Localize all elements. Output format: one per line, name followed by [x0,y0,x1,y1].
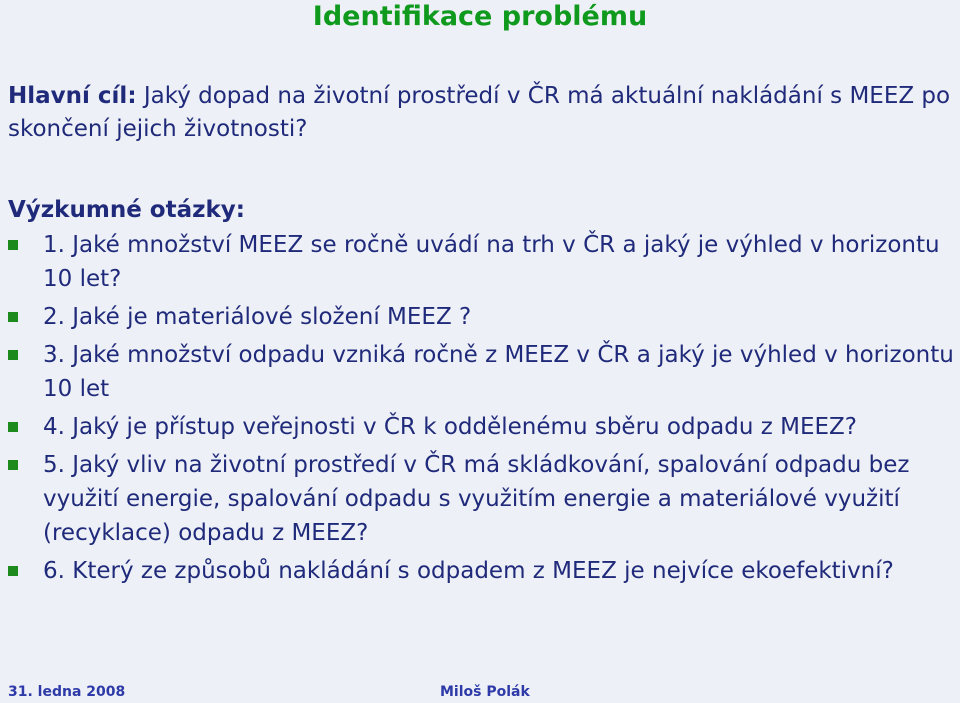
research-question-text: 5. Jaký vliv na životní prostředí v ČR má skládkování, spalování odpadu bez využití energie, spalování odpadu s využitím energie a materiálové využití (recyklace) odpadu z MEEZ? [43,452,910,546]
research-question-text: 2. Jaké je materiálové složení MEEZ ? [43,304,472,330]
research-question-5 [8,448,956,550]
main-goal-label: Hlavní cíl: [8,83,137,109]
square-bullet-icon [8,566,18,576]
research-question-3 [8,338,956,406]
square-bullet-icon [8,460,18,470]
research-questions-list [8,228,956,592]
research-question-text: 1. Jaké množství MEEZ se ročně uvádí na trh v ČR a jaký je výhled v horizontu 10 let? [43,232,940,292]
square-bullet-icon [8,422,18,432]
main-goal-text: Jaký dopad na životní prostředí v ČR má aktuální nakládání s MEEZ po skončení jejich životnosti? [8,83,951,142]
research-question-text: 6. Který ze způsobů nakládání s odpadem z MEEZ je nejvíce ekoefektivní? [43,558,894,584]
research-question-1 [8,228,956,296]
research-question-6 [8,554,956,588]
footer-author: Miloš Polák [440,684,530,700]
research-question-text: 3. Jaké množství odpadu vzniká ročně z MEEZ v ČR a jaký je výhled v horizontu 10 let [43,342,954,402]
research-question-text: 4. Jaký je přístup veřejnosti v ČR k oddělenému sběru odpadu z MEEZ? [43,414,858,440]
research-question-2 [8,300,956,334]
slide-title: Identifikace problému [312,1,648,32]
research-question-4 [8,410,956,444]
square-bullet-icon [8,350,18,360]
research-questions-label: Výzkumné otázky: [8,197,245,223]
square-bullet-icon [8,240,18,250]
main-goal [8,80,956,146]
footer-date: 31. ledna 2008 [8,684,126,700]
square-bullet-icon [8,312,18,322]
